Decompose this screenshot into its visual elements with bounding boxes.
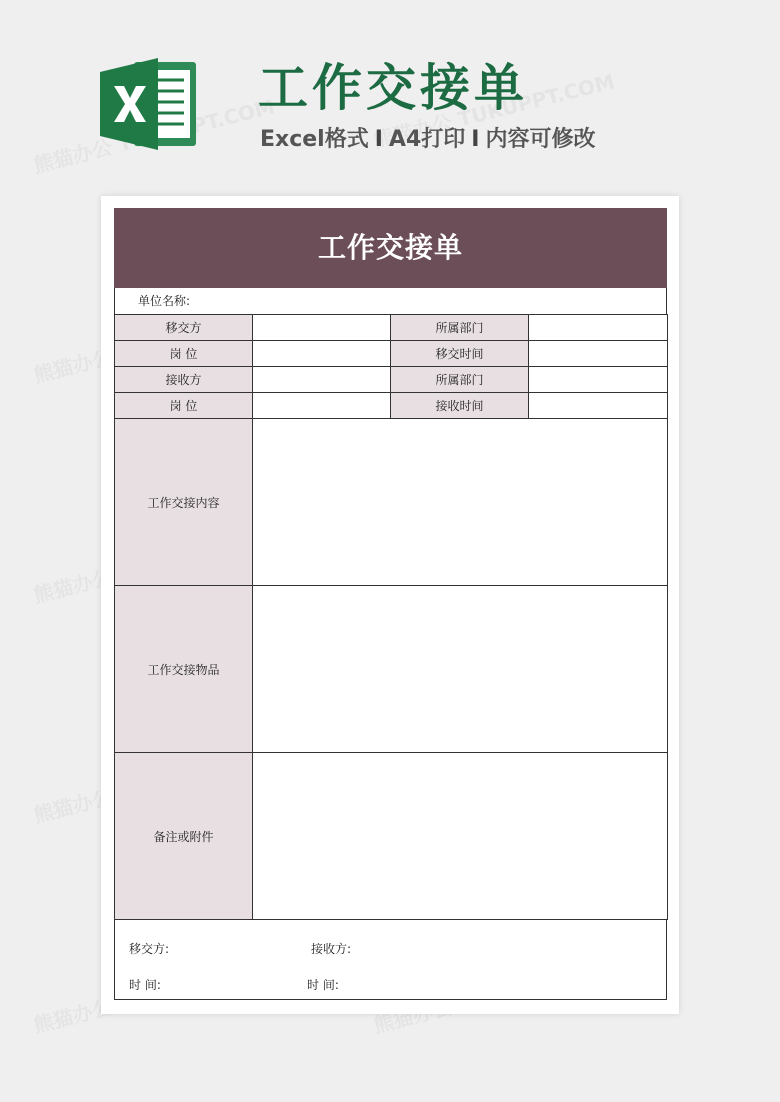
remarks-input[interactable] (253, 753, 668, 920)
table-row (115, 586, 668, 753)
giver-signature-label: 移交方: (129, 942, 170, 956)
giver-position-input[interactable] (253, 341, 391, 367)
giver-input[interactable] (253, 315, 391, 341)
giver-dept-input[interactable] (529, 315, 668, 341)
giver-label: 移交方 (115, 315, 253, 341)
receiver-position-label: 岗 位 (115, 393, 253, 419)
receiver-time-label: 时 间: (307, 978, 339, 992)
work-items-input[interactable] (253, 586, 668, 753)
giver-dept-label: 所属部门 (391, 315, 529, 341)
subtitle-separator: I (374, 127, 383, 152)
work-items-label: 工作交接物品 (115, 586, 253, 753)
table-row (115, 367, 668, 393)
receiver-dept-input[interactable] (529, 367, 668, 393)
receive-time-label: 接收时间 (391, 393, 529, 419)
receive-time-input[interactable] (529, 393, 668, 419)
info-table (114, 314, 668, 920)
table-row (115, 419, 668, 586)
unit-name-field[interactable] (114, 288, 667, 314)
table-row (115, 753, 668, 920)
table-row (115, 393, 668, 419)
handover-time-input[interactable] (529, 341, 668, 367)
receiver-signature-label: 接收方: (311, 942, 352, 956)
page-subtitle (260, 126, 595, 154)
subtitle-separator: I (471, 127, 480, 152)
giver-position-label: 岗 位 (115, 341, 253, 367)
unit-name-label: 单位名称: (138, 294, 191, 308)
table-row (115, 341, 668, 367)
signature-section (114, 920, 667, 1000)
work-content-label: 工作交接内容 (115, 419, 253, 586)
giver-time-label: 时 间: (129, 978, 161, 992)
receiver-position-input[interactable] (253, 393, 391, 419)
receiver-label: 接收方 (115, 367, 253, 393)
handover-time-label: 移交时间 (391, 341, 529, 367)
receiver-input[interactable] (253, 367, 391, 393)
subtitle-print: A4打印 (388, 127, 466, 152)
receiver-dept-label: 所属部门 (391, 367, 529, 393)
page-title: 工作交接单 (258, 59, 528, 117)
subtitle-editable: 内容可修改 (485, 127, 596, 152)
handover-form (114, 208, 667, 1000)
remarks-label: 备注或附件 (115, 753, 253, 920)
subtitle-format: Excel格式 (260, 127, 369, 152)
form-banner-title: 工作交接单 (114, 208, 667, 288)
table-row (115, 315, 668, 341)
work-content-input[interactable] (253, 419, 668, 586)
excel-icon (100, 58, 200, 150)
